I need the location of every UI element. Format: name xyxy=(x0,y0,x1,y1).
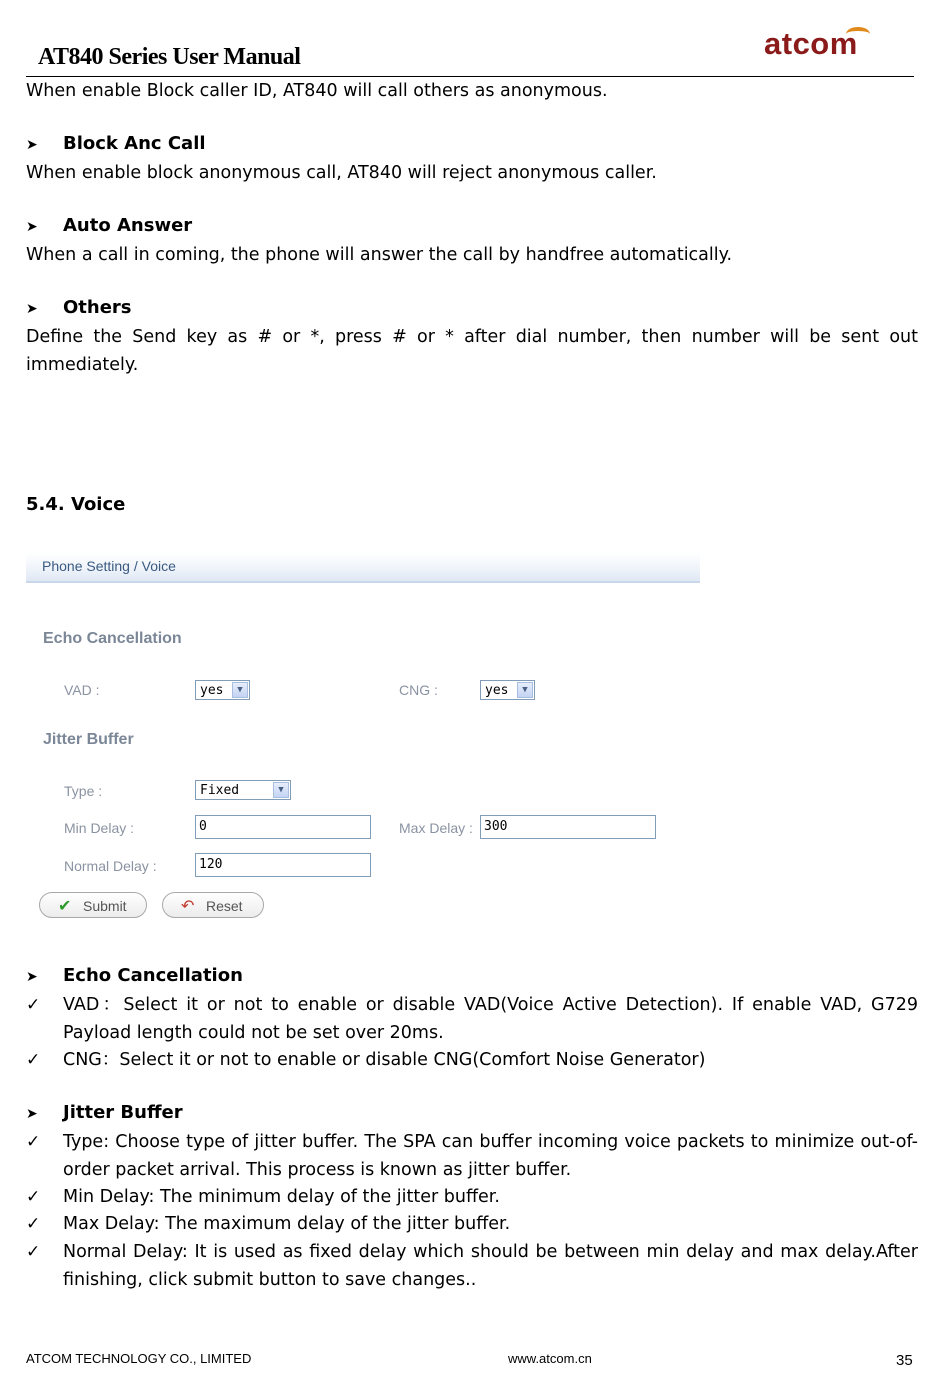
vad-select[interactable]: yes ▼ xyxy=(195,680,250,700)
heading-auto-answer: ➤ Auto Answer xyxy=(26,215,193,236)
check-icon: ✓ xyxy=(26,1050,41,1070)
normal-delay-input[interactable]: 120 xyxy=(195,853,371,877)
atcom-logo: atcom xyxy=(764,26,858,61)
breadcrumb: Phone Setting / Voice xyxy=(42,558,176,574)
check-icon: ✓ xyxy=(26,1132,41,1152)
normal-delay-label: Normal Delay : xyxy=(64,858,157,874)
list-item: Min Delay: The minimum delay of the jitter buffer. xyxy=(63,1187,500,1207)
arrow-bullet-icon: ➤ xyxy=(26,219,38,235)
chevron-down-icon: ▼ xyxy=(517,682,533,698)
echo-cancellation-heading: Echo Cancellation xyxy=(43,630,182,647)
others-text: Define the Send key as # or *, press # or * after dial number, then number will be sent out immediately. xyxy=(26,327,918,375)
footer-company: ATCOM TECHNOLOGY CO., LIMITED xyxy=(26,1351,252,1366)
submit-button[interactable]: ✔ Submit xyxy=(39,892,147,918)
intro-text: When enable Block caller ID, AT840 will call others as anonymous. xyxy=(26,81,608,101)
vad-label: VAD : xyxy=(64,682,100,698)
chevron-down-icon: ▼ xyxy=(273,782,289,798)
cng-select[interactable]: yes ▼ xyxy=(480,680,535,700)
list-item: Normal Delay: It is used as fixed delay which should be between min delay and max delay.After finishing, click submit button to save changes.. xyxy=(63,1242,918,1290)
page-number: 35 xyxy=(896,1352,913,1369)
type-select[interactable]: Fixed ▼ xyxy=(195,780,291,800)
manual-title: AT840 Series User Manual xyxy=(38,44,301,70)
list-item: CNG：Select it or not to enable or disable CNG(Comfort Noise Generator) xyxy=(63,1050,706,1070)
heading-echo-cancellation: ➤ Echo Cancellation xyxy=(26,965,243,986)
list-item: VAD：Select it or not to enable or disable VAD(Voice Active Detection). If enable VAD, G729 Payload length could not be set over 20ms. xyxy=(63,995,918,1043)
logo-arc-icon xyxy=(846,27,870,41)
max-delay-input[interactable]: 300 xyxy=(480,815,656,839)
check-icon: ✓ xyxy=(26,995,41,1015)
chevron-down-icon: ▼ xyxy=(232,682,248,698)
footer-website: www.atcom.cn xyxy=(508,1351,592,1366)
check-icon: ✓ xyxy=(26,1214,41,1234)
breadcrumb-bar xyxy=(26,553,700,583)
check-icon: ✓ xyxy=(26,1242,41,1262)
cng-label: CNG : xyxy=(399,682,438,698)
arrow-bullet-icon: ➤ xyxy=(26,969,38,985)
header-rule xyxy=(26,76,914,77)
min-delay-label: Min Delay : xyxy=(64,820,135,836)
voice-section-title: 5.4. Voice xyxy=(26,494,126,515)
list-item: Type: Choose type of jitter buffer. The SPA can buffer incoming voice packets to minimize out-of-order packet arrival. This process is known as jitter buffer. xyxy=(63,1132,918,1180)
reset-button[interactable]: ↶ Reset xyxy=(162,892,264,918)
green-check-icon: ✔ xyxy=(58,898,72,915)
arrow-bullet-icon: ➤ xyxy=(26,137,38,153)
type-label: Type : xyxy=(64,783,103,799)
undo-arrow-icon: ↶ xyxy=(181,898,195,915)
jitter-buffer-heading: Jitter Buffer xyxy=(43,731,134,748)
max-delay-label: Max Delay : xyxy=(399,820,473,836)
arrow-bullet-icon: ➤ xyxy=(26,301,38,317)
block-anc-call-text: When enable block anonymous call, AT840 will reject anonymous caller. xyxy=(26,163,657,183)
list-item: Max Delay: The maximum delay of the jitter buffer. xyxy=(63,1214,511,1234)
check-icon: ✓ xyxy=(26,1187,41,1207)
heading-jitter-buffer: ➤ Jitter Buffer xyxy=(26,1102,183,1123)
min-delay-input[interactable]: 0 xyxy=(195,815,371,839)
auto-answer-text: When a call in coming, the phone will answer the call by handfree automatically. xyxy=(26,245,733,265)
heading-others: ➤ Others xyxy=(26,297,132,318)
arrow-bullet-icon: ➤ xyxy=(26,1106,38,1122)
heading-block-anc-call: ➤ Block Anc Call xyxy=(26,133,206,154)
